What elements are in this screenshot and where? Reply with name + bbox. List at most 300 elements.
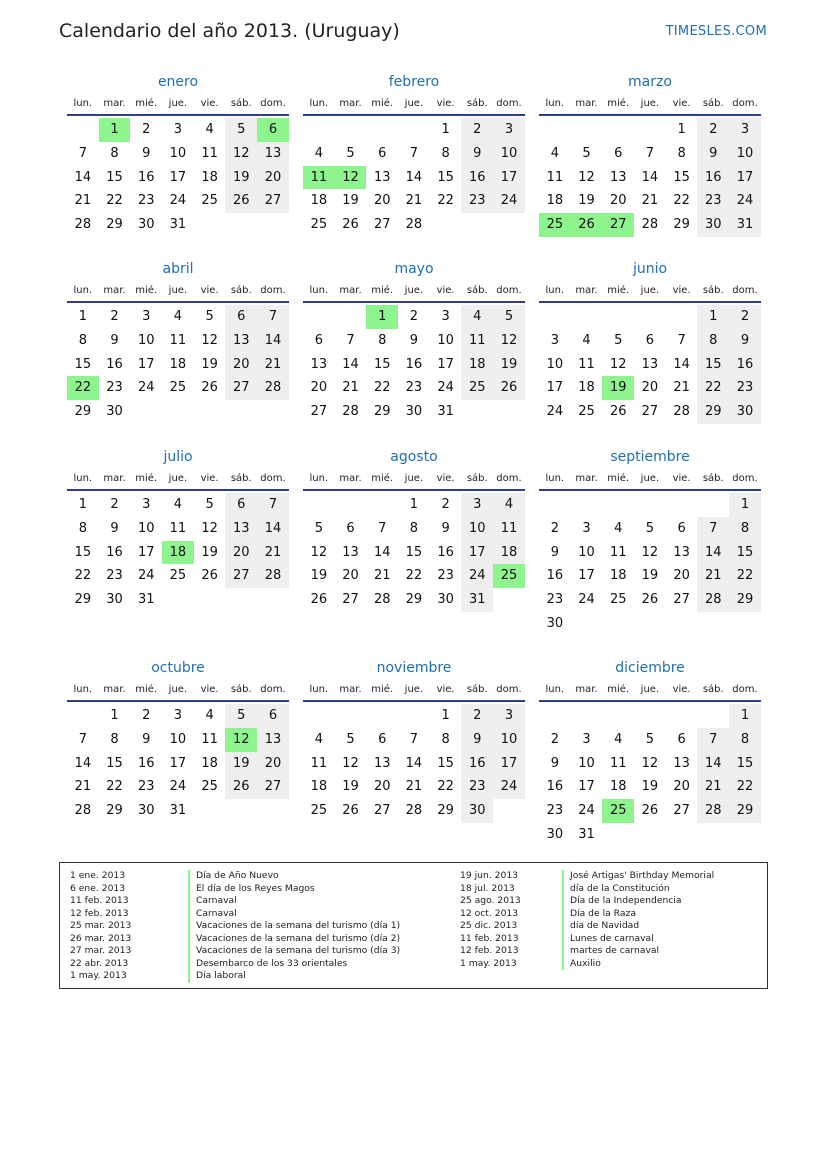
day-cell: 21 <box>697 564 729 588</box>
day-cell: 1 <box>409 497 419 512</box>
day-cell: 24 <box>137 380 155 396</box>
day-cell: 27 <box>602 213 634 237</box>
day-cell: 14 <box>697 541 729 565</box>
day-cell: 18 <box>201 169 218 185</box>
week-row <box>67 329 289 353</box>
legend-holiday-name: Auxilio <box>562 958 601 971</box>
legend-holiday-name: Lunes de carnaval <box>562 933 654 946</box>
legend-date: 1 may. 2013 <box>460 957 517 969</box>
week-row <box>539 541 761 565</box>
weekday-label: lun. <box>73 472 93 484</box>
week-row <box>539 376 761 400</box>
week-row <box>539 493 761 517</box>
day-cell: 31 <box>578 826 595 842</box>
day-cell: 30 <box>437 592 454 608</box>
weekday-label: sáb. <box>466 472 488 484</box>
day-cell: 31 <box>169 803 187 819</box>
empty-cell <box>257 588 289 612</box>
day-cell: 8 <box>729 517 761 541</box>
day-cell: 19 <box>641 568 659 584</box>
day-cell: 26 <box>310 592 328 608</box>
day-cell: 4 <box>173 309 183 324</box>
day-cell: 11 <box>169 520 187 536</box>
legend-holiday-name: Vacaciones de la semana del turismo (día 2) <box>188 933 400 946</box>
weekday-label: jue. <box>404 284 424 296</box>
week-row <box>539 704 761 728</box>
day-cell: 18 <box>310 779 328 795</box>
weekday-label: vie. <box>436 472 455 484</box>
weekday-label: dom. <box>732 97 758 109</box>
day-cell: 31 <box>461 588 493 612</box>
day-cell: 12 <box>310 544 328 560</box>
day-cell: 3 <box>441 309 450 324</box>
week-row <box>539 728 761 752</box>
weekday-label: jue. <box>640 683 660 695</box>
day-cell: 4 <box>493 493 525 517</box>
day-cell: 21 <box>641 193 659 209</box>
empty-cell <box>67 118 99 142</box>
day-cell: 28 <box>373 592 391 608</box>
weekday-label: mar. <box>103 97 126 109</box>
weekday-header <box>303 678 525 702</box>
day-cell: 23 <box>106 568 123 584</box>
day-cell: 13 <box>373 755 391 771</box>
day-cell: 12 <box>335 166 367 190</box>
empty-cell <box>634 493 666 517</box>
weekday-label: sáb. <box>466 284 488 296</box>
empty-cell <box>634 118 666 142</box>
day-cell: 2 <box>461 118 493 142</box>
month-marzo <box>539 72 761 237</box>
day-cell: 25 <box>602 799 634 823</box>
day-cell: 12 <box>225 142 257 166</box>
empty-cell <box>335 493 367 517</box>
day-cell: 22 <box>106 779 123 795</box>
empty-cell <box>602 493 634 517</box>
month-mayo <box>303 259 525 424</box>
day-cell: 22 <box>673 193 690 209</box>
week-row <box>303 305 525 329</box>
day-cell: 27 <box>641 404 659 420</box>
empty-cell <box>461 213 493 237</box>
day-cell: 3 <box>729 118 761 142</box>
day-cell: 31 <box>137 592 155 608</box>
day-cell: 7 <box>697 517 729 541</box>
weekday-label: sáb. <box>702 97 724 109</box>
day-cell: 18 <box>546 193 564 209</box>
day-cell: 30 <box>137 803 155 819</box>
month-title: diciembre <box>615 660 685 676</box>
day-cell: 20 <box>342 568 359 584</box>
day-cell: 25 <box>539 213 571 237</box>
legend-entry <box>460 895 714 908</box>
day-cell: 9 <box>461 142 493 166</box>
day-cell: 5 <box>225 704 257 728</box>
weekday-label: jue. <box>640 472 660 484</box>
empty-cell <box>225 588 257 612</box>
day-cell: 22 <box>67 376 99 400</box>
week-row <box>539 400 761 424</box>
day-cell: 24 <box>137 568 155 584</box>
day-cell: 29 <box>673 217 690 233</box>
week-row <box>303 728 525 752</box>
day-cell: 5 <box>314 520 323 536</box>
week-row <box>303 189 525 213</box>
weekday-label: vie. <box>672 683 691 695</box>
week-row <box>67 517 289 541</box>
month-septiembre <box>539 447 761 636</box>
day-cell: 6 <box>314 332 323 348</box>
weekday-label: mié. <box>135 683 158 695</box>
weekday-label: vie. <box>200 97 219 109</box>
day-cell: 17 <box>169 169 187 185</box>
week-row <box>303 493 525 517</box>
week-row <box>539 588 761 612</box>
day-cell: 22 <box>106 193 123 209</box>
day-cell: 7 <box>346 332 355 348</box>
day-cell: 23 <box>697 189 729 213</box>
day-cell: 12 <box>342 755 359 771</box>
empty-cell <box>602 612 634 636</box>
day-cell: 28 <box>74 803 92 819</box>
weekday-label: lun. <box>73 284 93 296</box>
day-cell: 15 <box>437 169 454 185</box>
day-cell: 18 <box>609 779 627 795</box>
weekday-label: dom. <box>732 683 758 695</box>
day-cell: 30 <box>546 826 564 842</box>
weekday-label: lun. <box>545 97 565 109</box>
empty-cell <box>539 493 571 517</box>
day-cell: 16 <box>405 356 423 372</box>
legend-entry <box>460 945 714 958</box>
month-febrero <box>303 72 525 237</box>
weekday-header <box>67 467 289 491</box>
day-cell: 23 <box>137 193 155 209</box>
weekday-label: lun. <box>545 683 565 695</box>
day-cell: 15 <box>673 169 690 185</box>
legend-date: 12 oct. 2013 <box>460 907 519 919</box>
day-cell: 16 <box>437 544 454 560</box>
day-cell: 29 <box>437 803 454 819</box>
day-cell: 7 <box>257 493 289 517</box>
day-cell: 28 <box>697 588 729 612</box>
day-cell: 13 <box>609 169 627 185</box>
day-cell: 17 <box>137 544 155 560</box>
day-cell: 18 <box>201 755 218 771</box>
week-row <box>67 353 289 377</box>
day-cell: 29 <box>106 217 123 233</box>
empty-cell <box>194 213 226 237</box>
day-cell: 5 <box>205 497 214 512</box>
day-cell: 13 <box>310 356 328 372</box>
legend-column-left <box>70 870 400 983</box>
day-cell: 25 <box>169 380 187 396</box>
day-cell: 7 <box>257 305 289 329</box>
day-cell: 6 <box>225 493 257 517</box>
day-cell: 22 <box>437 193 454 209</box>
day-cell: 15 <box>697 353 729 377</box>
day-cell: 8 <box>110 145 119 161</box>
weekday-label: mié. <box>135 284 158 296</box>
day-cell: 21 <box>673 380 690 396</box>
day-cell: 24 <box>578 803 595 819</box>
month-title: septiembre <box>610 449 690 465</box>
weekday-label: dom. <box>260 97 286 109</box>
day-cell: 16 <box>106 544 123 560</box>
empty-cell <box>571 704 603 728</box>
day-cell: 16 <box>697 166 729 190</box>
day-cell: 5 <box>225 118 257 142</box>
week-row <box>67 541 289 565</box>
weekday-label: mié. <box>607 97 630 109</box>
day-cell: 15 <box>405 544 423 560</box>
legend-holiday-name: martes de carnaval <box>562 945 659 958</box>
day-cell: 18 <box>310 193 328 209</box>
day-cell: 26 <box>609 404 627 420</box>
empty-cell <box>366 493 398 517</box>
weekday-header <box>539 678 761 702</box>
day-cell: 19 <box>201 544 218 560</box>
legend-date: 27 mar. 2013 <box>70 945 132 956</box>
day-cell: 12 <box>641 544 659 560</box>
day-cell: 28 <box>342 404 359 420</box>
week-row <box>539 612 761 636</box>
empty-cell <box>194 799 226 823</box>
day-cell: 14 <box>373 544 391 560</box>
week-row <box>67 166 289 190</box>
day-cell: 2 <box>697 118 729 142</box>
day-cell: 4 <box>205 122 214 137</box>
day-cell: 11 <box>546 169 564 185</box>
legend-holiday-name: Carnaval <box>188 895 237 908</box>
week-row <box>539 166 761 190</box>
day-cell: 17 <box>578 779 595 795</box>
day-cell: 10 <box>493 142 525 166</box>
day-cell: 15 <box>74 356 92 372</box>
day-cell: 6 <box>378 731 387 747</box>
empty-cell <box>666 305 698 329</box>
day-cell: 20 <box>373 779 391 795</box>
empty-cell <box>303 305 335 329</box>
day-cell: 20 <box>310 380 328 396</box>
day-cell: 28 <box>257 376 289 400</box>
week-row <box>303 541 525 565</box>
week-row <box>303 142 525 166</box>
day-cell: 15 <box>729 541 761 565</box>
empty-cell <box>162 400 194 424</box>
weekday-label: mar. <box>339 683 362 695</box>
day-cell: 8 <box>110 731 119 747</box>
day-cell: 27 <box>225 564 257 588</box>
day-cell: 6 <box>677 520 686 536</box>
day-cell: 1 <box>677 122 686 137</box>
day-cell: 10 <box>729 142 761 166</box>
day-cell: 8 <box>409 520 419 536</box>
day-cell: 6 <box>257 704 289 728</box>
weekday-label: lun. <box>309 97 329 109</box>
day-cell: 11 <box>578 356 595 372</box>
month-agosto <box>303 447 525 612</box>
day-cell: 21 <box>405 193 423 209</box>
day-cell: 10 <box>578 755 595 771</box>
weekday-label: lun. <box>73 683 93 695</box>
month-diciembre <box>539 658 761 847</box>
day-cell: 9 <box>110 332 119 348</box>
weekday-label: mar. <box>575 472 598 484</box>
empty-cell <box>634 704 666 728</box>
weekday-label: mar. <box>339 97 362 109</box>
brand-link[interactable]: TIMESLES.COM <box>665 24 767 39</box>
week-row <box>539 775 761 799</box>
day-cell: 25 <box>493 564 525 588</box>
day-cell: 13 <box>257 142 289 166</box>
legend-entry <box>70 895 400 908</box>
empty-cell <box>461 400 493 424</box>
day-cell: 12 <box>201 332 218 348</box>
day-cell: 25 <box>609 592 627 608</box>
day-cell: 30 <box>546 615 564 631</box>
day-cell: 10 <box>461 517 493 541</box>
day-cell: 25 <box>578 404 595 420</box>
weekday-label: jue. <box>640 97 660 109</box>
day-cell: 9 <box>110 520 119 536</box>
day-cell: 23 <box>546 592 564 608</box>
legend-date: 25 dic. 2013 <box>460 920 518 931</box>
legend-date: 26 mar. 2013 <box>70 932 132 944</box>
day-cell: 26 <box>225 775 257 799</box>
day-cell: 25 <box>201 193 218 209</box>
day-cell: 27 <box>373 217 391 233</box>
day-cell: 29 <box>729 588 761 612</box>
legend-date: 22 abr. 2013 <box>70 957 129 969</box>
week-row <box>67 564 289 588</box>
empty-cell <box>194 400 226 424</box>
weekday-label: vie. <box>672 284 691 296</box>
day-cell: 2 <box>550 731 559 747</box>
day-cell: 5 <box>614 332 623 348</box>
day-cell: 23 <box>106 380 123 396</box>
day-cell: 21 <box>405 779 423 795</box>
week-row <box>303 329 525 353</box>
day-cell: 29 <box>106 803 123 819</box>
day-cell: 21 <box>74 779 92 795</box>
weekday-label: mar. <box>339 472 362 484</box>
weekday-label: sáb. <box>230 97 252 109</box>
empty-cell <box>194 588 226 612</box>
day-cell: 19 <box>201 356 218 372</box>
week-row <box>67 213 289 237</box>
day-cell: 22 <box>74 568 92 584</box>
week-row <box>303 588 525 612</box>
week-row <box>539 305 761 329</box>
weekday-label: dom. <box>496 97 522 109</box>
empty-cell <box>335 305 367 329</box>
empty-cell <box>366 704 398 728</box>
day-cell: 11 <box>609 544 627 560</box>
week-row <box>303 752 525 776</box>
day-cell: 5 <box>493 305 525 329</box>
weekday-label: mié. <box>371 284 394 296</box>
day-cell: 6 <box>378 145 387 161</box>
day-cell: 10 <box>137 332 155 348</box>
empty-cell <box>602 305 634 329</box>
day-cell: 23 <box>405 380 423 396</box>
weekday-label: mar. <box>339 284 362 296</box>
week-row <box>303 564 525 588</box>
weekday-label: mar. <box>575 284 598 296</box>
day-cell: 30 <box>137 217 155 233</box>
day-cell: 4 <box>461 305 493 329</box>
day-cell: 7 <box>378 520 387 536</box>
day-cell: 5 <box>645 731 655 747</box>
day-cell: 17 <box>169 755 187 771</box>
day-cell: 1 <box>78 497 87 512</box>
week-row <box>539 823 761 847</box>
day-cell: 4 <box>614 731 623 747</box>
day-cell: 7 <box>677 332 686 348</box>
day-cell: 7 <box>409 731 419 747</box>
weekday-header <box>539 467 761 491</box>
weekday-label: dom. <box>260 472 286 484</box>
weekday-label: lun. <box>309 284 329 296</box>
legend-column-right <box>460 870 714 970</box>
week-row <box>303 400 525 424</box>
weekday-header <box>67 678 289 702</box>
week-row <box>67 400 289 424</box>
day-cell: 8 <box>677 145 686 161</box>
week-row <box>303 166 525 190</box>
empty-cell <box>130 400 162 424</box>
day-cell: 5 <box>346 145 355 161</box>
legend-date: 1 ene. 2013 <box>70 870 126 881</box>
day-cell: 5 <box>346 731 355 747</box>
day-cell: 11 <box>461 329 493 353</box>
empty-cell <box>666 493 698 517</box>
week-row <box>539 517 761 541</box>
month-title: junio <box>632 261 668 277</box>
weekday-label: jue. <box>640 284 660 296</box>
day-cell: 11 <box>201 145 218 161</box>
empty-cell <box>729 612 761 636</box>
month-octubre <box>67 658 289 823</box>
legend-date: 25 ago. 2013 <box>460 895 521 906</box>
day-cell: 28 <box>641 217 659 233</box>
empty-cell <box>666 823 698 847</box>
month-title: abril <box>162 261 194 277</box>
day-cell: 25 <box>169 568 187 584</box>
day-cell: 4 <box>614 520 623 536</box>
day-cell: 22 <box>373 380 391 396</box>
weekday-label: vie. <box>200 472 219 484</box>
day-cell: 14 <box>405 169 423 185</box>
legend-holiday-name: Vacaciones de la semana del turismo (día 3) <box>188 945 400 958</box>
month-title: febrero <box>388 74 440 90</box>
day-cell: 20 <box>257 752 289 776</box>
day-cell: 27 <box>310 404 328 420</box>
day-cell: 30 <box>697 213 729 237</box>
day-cell: 18 <box>493 541 525 565</box>
empty-cell <box>398 704 430 728</box>
week-row <box>303 704 525 728</box>
day-cell: 14 <box>74 755 92 771</box>
weekday-label: dom. <box>260 284 286 296</box>
day-cell: 19 <box>310 568 328 584</box>
day-cell: 30 <box>106 404 123 420</box>
day-cell: 7 <box>697 728 729 752</box>
day-cell: 26 <box>641 803 659 819</box>
day-cell: 7 <box>409 145 419 161</box>
empty-cell <box>493 213 525 237</box>
